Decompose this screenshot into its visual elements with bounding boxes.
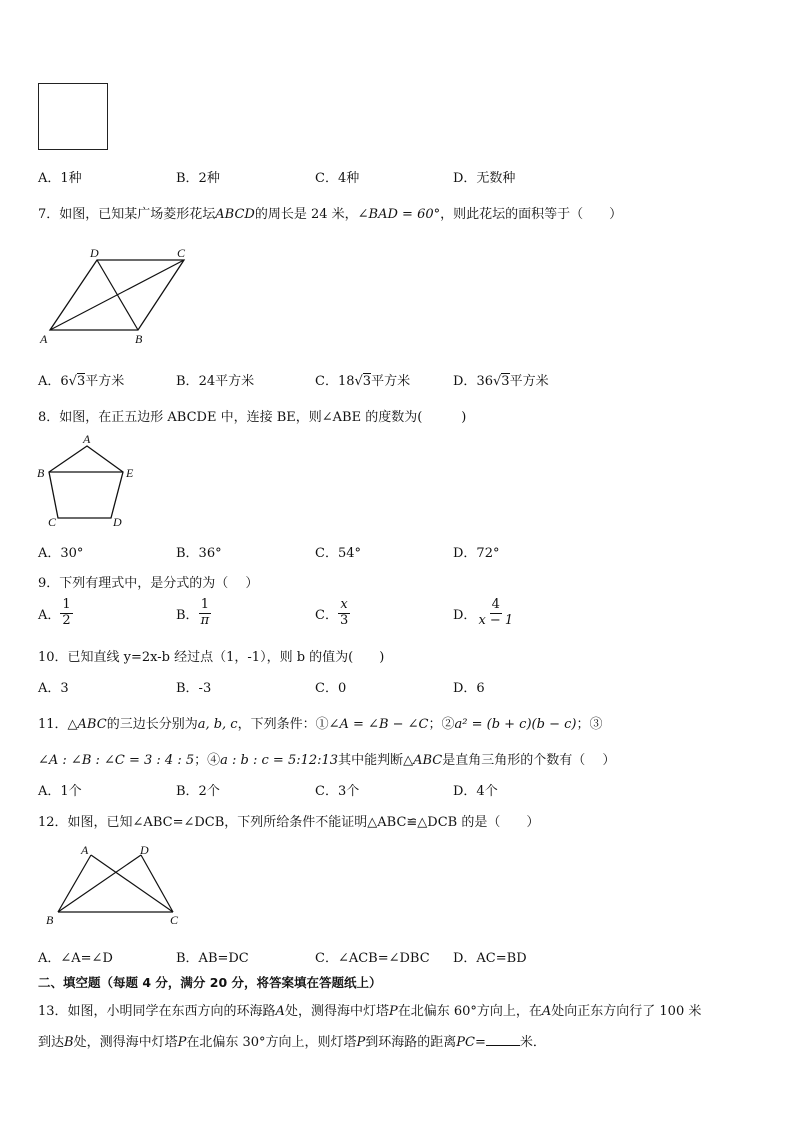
q11-line-1: 11．△ABC的三边长分别为a, b, c，下列条件：①∠A = ∠B − ∠C；②a² = (b + c)(b − c)；③: [38, 717, 603, 732]
q8-option-b: B．36°: [176, 546, 222, 561]
q7-option-a: A．6√3平方米: [38, 374, 125, 389]
q9-option-a: A． $\frac{1}{2}$: [38, 597, 71, 628]
fraction: $\frac{1}{2}$: [62, 597, 71, 628]
q10-option-c: C．0: [315, 681, 347, 696]
q6-option-a: A．1种: [38, 171, 82, 186]
q12-option-c: C．∠ACB=∠DBC: [315, 951, 430, 966]
q8-option-c: C．54°: [315, 546, 361, 561]
q6-option-c: C．4种: [315, 171, 360, 186]
q8-pentagon-figure: [36, 432, 136, 528]
q12-option-a: A．∠A=∠D: [38, 951, 113, 966]
q12-label-b: B: [46, 913, 54, 927]
q11-option-b: B．2个: [176, 784, 220, 799]
q12-option-b: B．AB=DC: [176, 951, 249, 966]
q7-label-d: D: [90, 246, 99, 260]
q9-stem: 9．下列有理式中，是分式的为（ ）: [38, 576, 259, 591]
q7-rhombus-figure: [36, 243, 196, 347]
q6-option-d: D．无数种: [453, 171, 516, 186]
q8-label-d: D: [113, 515, 122, 528]
q8-label-e: E: [126, 466, 134, 480]
answer-blank[interactable]: [486, 1033, 520, 1046]
q7-option-c: C．18√3平方米: [315, 374, 411, 389]
q9-option-b: B． $\frac{1}{\pi}$: [176, 597, 210, 628]
q13-line-1: 13．如图，小明同学在东西方向的环海路A处，测得海中灯塔P在北偏东 60°方向上，在A处向正东方向行了 100 米: [38, 1004, 702, 1019]
q12-stem: 12．如图，已知∠ABC=∠DCB，下列所给条件不能证明△ABC≌△DCB 的是（ ）: [38, 815, 540, 830]
q8-label-c: C: [48, 515, 57, 528]
fraction: $\frac{4}{x - 1}$: [478, 597, 514, 628]
q6-option-b: B．2种: [176, 171, 220, 186]
q8-label-b: B: [37, 466, 45, 480]
q12-label-d: D: [140, 843, 149, 857]
q7-stem: 7．如图，已知某广场菱形花坛ABCD的周长是 24 米，∠BAD = 60°，则此花坛的面积等于（ ）: [38, 207, 623, 222]
q8-option-d: D．72°: [453, 546, 500, 561]
sqrt-symbol: √: [68, 374, 77, 389]
q9-option-d: D． $\frac{4}{x - 1}$: [453, 597, 514, 628]
q8-option-a: A．30°: [38, 546, 84, 561]
q10-option-d: D．6: [453, 681, 485, 696]
q7-option-b: B．24平方米: [176, 374, 255, 389]
q12-label-c: C: [170, 913, 179, 927]
q11-option-d: D．4个: [453, 784, 498, 799]
q11-option-a: A．1个: [38, 784, 82, 799]
sqrt-symbol: √: [354, 374, 363, 389]
q8-label-a: A: [83, 432, 91, 446]
q10-option-a: A．3: [38, 681, 69, 696]
section-2-title: 二、填空题（每题 4 分，满分 20 分，将答案填在答题纸上）: [38, 975, 382, 990]
sqrt-symbol: √: [492, 374, 502, 389]
q12-label-a: A: [81, 843, 89, 857]
q10-option-b: B．-3: [176, 681, 212, 696]
q10-stem: 10．已知直线 y=2x-b 经过点（1，-1），则 b 的值为( ): [38, 650, 385, 665]
q7-option-d: D．36√3平方米: [453, 374, 549, 389]
q9-option-c: C． $\frac{x}{3}$: [315, 597, 349, 628]
q11-line-2: ∠A : ∠B : ∠C = 3 : 4 : 5；④a : b : c = 5:12:13其中能判断△ABC是直角三角形的个数有（ ）: [38, 753, 616, 768]
q7-label-a: A: [40, 332, 48, 346]
q13-line-2: 到达B处，测得海中灯塔P在北偏东 30°方向上，则灯塔P到环海路的距离PC= 米．: [38, 1035, 546, 1050]
q12-option-d: D．AC=BD: [453, 951, 527, 966]
fraction: $\frac{x}{3}$: [339, 597, 349, 628]
q8-stem: 8．如图，在正五边形 ABCDE 中，连接 BE，则∠ABE 的度数为( ): [38, 410, 467, 425]
fraction: $\frac{1}{\pi}$: [200, 597, 210, 628]
q11-option-c: C．3个: [315, 784, 360, 799]
q7-label-b: B: [135, 332, 143, 346]
q7-label-c: C: [177, 246, 186, 260]
q12-triangles-figure: [40, 838, 190, 930]
q6-square-figure: [38, 83, 108, 150]
